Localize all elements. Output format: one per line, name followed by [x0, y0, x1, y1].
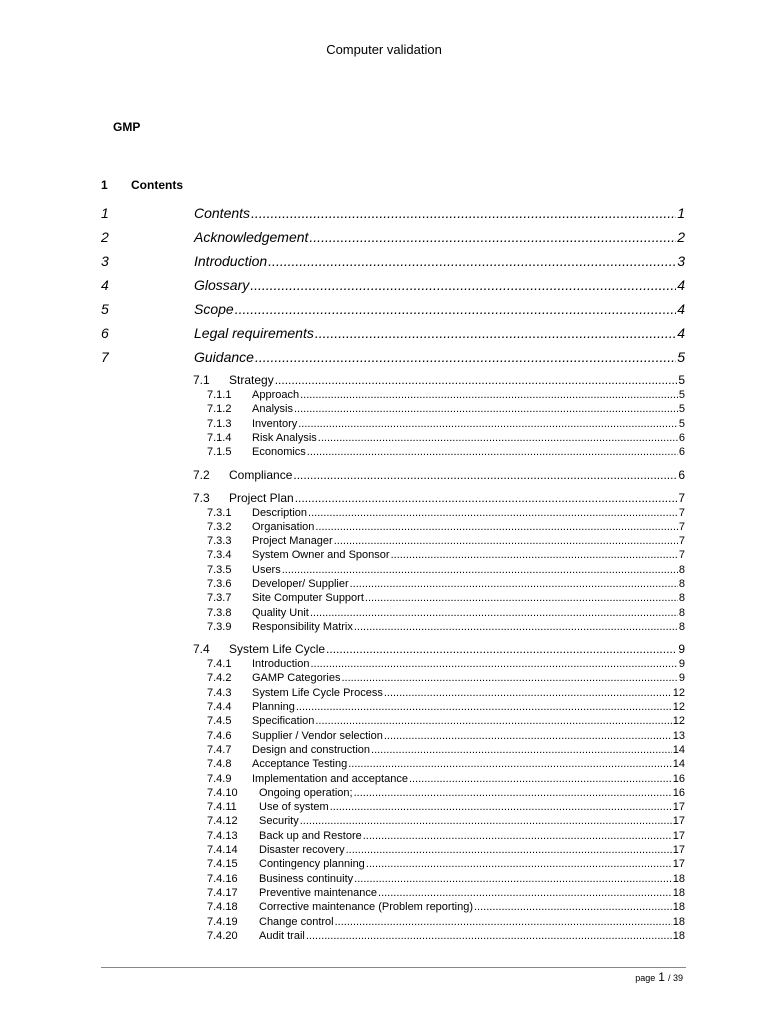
toc-entry-page: 18	[672, 901, 685, 913]
toc-entry[interactable]	[207, 521, 685, 535]
toc-entry-page: 12	[672, 687, 685, 699]
toc-entry-title[interactable]: Users	[252, 564, 281, 576]
toc-entry-page: 6	[678, 432, 685, 444]
toc-entry[interactable]	[193, 642, 685, 658]
toc-dot-leader	[282, 564, 678, 576]
toc-entry-title[interactable]: Business continuity	[259, 873, 354, 885]
toc-entry-title[interactable]: Specification	[252, 715, 315, 727]
toc-entry-title[interactable]: Ongoing operation;	[259, 787, 353, 799]
toc-entry-number: 2	[101, 229, 109, 245]
toc-entry[interactable]	[193, 491, 685, 507]
toc-entry-number: 5	[101, 301, 109, 317]
toc-entry[interactable]	[207, 901, 685, 915]
toc-entry[interactable]	[207, 507, 685, 521]
toc-entry[interactable]	[207, 801, 685, 815]
toc-entry-page: 17	[672, 844, 685, 856]
toc-entry-number: 7.4.19	[207, 916, 238, 928]
toc-entry[interactable]	[207, 815, 685, 829]
page-footer	[635, 970, 683, 984]
toc-entry-page: 17	[672, 858, 685, 870]
toc-entry-title[interactable]: Legal requirements	[194, 325, 314, 341]
toc-entry-title[interactable]: Preventive maintenance	[259, 887, 378, 899]
toc-entry-title[interactable]: Acknowledgement	[194, 229, 309, 245]
toc-entry-number: 7.3.1	[207, 507, 232, 519]
toc-entry[interactable]	[207, 389, 685, 403]
toc-entry-page: 17	[672, 815, 685, 827]
toc-dot-leader	[275, 373, 678, 387]
toc-entry-page: 7	[678, 549, 685, 561]
toc-entry[interactable]	[207, 844, 685, 858]
toc-entry-number: 7.4.10	[207, 787, 238, 799]
toc-dot-leader	[310, 607, 678, 619]
toc-entry-number: 7.1.3	[207, 418, 232, 430]
toc-entry-title[interactable]: Planning	[252, 701, 295, 713]
toc-entry-number: 7.1.4	[207, 432, 232, 444]
toc-entry-title[interactable]: Back up and Restore	[259, 830, 362, 842]
toc-entry-page: 14	[672, 744, 685, 756]
toc-entry-title[interactable]: Disaster recovery	[259, 844, 345, 856]
toc-entry-number: 7.4.16	[207, 873, 238, 885]
toc-dot-leader	[384, 687, 672, 699]
toc-entry-number: 7.4.11	[207, 801, 237, 813]
toc-entry-number: 7.1	[193, 373, 210, 387]
toc-entry[interactable]	[101, 253, 685, 273]
toc-entry-page: 7	[678, 521, 685, 533]
toc-entry-title[interactable]: Implementation and acceptance	[252, 773, 408, 785]
toc-dot-leader	[391, 549, 678, 561]
document-header-title: Computer validation	[326, 42, 442, 57]
toc-entry-title[interactable]: Security	[259, 815, 299, 827]
toc-entry[interactable]	[207, 701, 685, 715]
toc-entry-title[interactable]: Description	[252, 507, 308, 519]
toc-entry[interactable]	[193, 468, 685, 484]
toc-entry-page: 14	[672, 758, 685, 770]
toc-dot-leader	[250, 277, 676, 293]
toc-entry[interactable]	[207, 873, 685, 887]
toc-entry-page: 4	[677, 301, 685, 317]
toc-entry-page: 6	[678, 446, 685, 458]
toc-entry[interactable]	[207, 535, 685, 549]
toc-entry-page: 17	[672, 830, 685, 842]
toc-entry-page: 4	[677, 277, 685, 293]
toc-entry[interactable]	[207, 687, 685, 701]
toc-entry-page: 18	[672, 873, 685, 885]
toc-dot-leader	[315, 715, 671, 727]
toc-entry-number: 7.3.4	[207, 549, 232, 561]
toc-entry-page: 12	[672, 701, 685, 713]
toc-entry-number: 7.3.3	[207, 535, 232, 547]
toc-dot-leader	[318, 432, 678, 444]
toc-dot-leader	[371, 744, 672, 756]
toc-entry-number: 7.4.13	[207, 830, 238, 842]
toc-entry-number: 7.4.17	[207, 887, 238, 899]
toc-entry-page: 12	[672, 715, 685, 727]
toc-entry-page: 1	[677, 205, 685, 221]
toc-entry-title[interactable]: Contents	[194, 205, 251, 221]
toc-entry-page: 7	[678, 491, 685, 505]
toc-entry-title[interactable]: Organisation	[252, 521, 315, 533]
page-number: 1	[658, 970, 665, 984]
toc-entry[interactable]	[207, 744, 685, 758]
toc-entry-page: 5	[678, 373, 685, 387]
toc-entry-title[interactable]: Contingency planning	[259, 858, 365, 870]
toc-dot-leader	[348, 758, 672, 770]
toc-entry[interactable]	[207, 730, 685, 744]
toc-entry-page: 9	[678, 642, 685, 656]
toc-entry-number: 7.1.2	[207, 403, 232, 415]
toc-entry-number: 7.4.8	[207, 758, 232, 770]
toc-entry-number: 7.4	[193, 642, 210, 656]
contents-heading	[101, 178, 183, 192]
toc-entry[interactable]	[207, 658, 685, 672]
toc-entry-title[interactable]: Analysis	[252, 403, 293, 415]
toc-dot-leader	[346, 844, 672, 856]
toc-entry-page: 6	[678, 468, 685, 482]
toc-entry[interactable]	[207, 578, 685, 592]
toc-entry[interactable]	[207, 621, 685, 635]
toc-entry[interactable]	[101, 229, 685, 249]
toc-entry-page: 8	[678, 621, 685, 633]
toc-entry[interactable]	[207, 549, 685, 563]
toc-dot-leader	[341, 672, 677, 684]
toc-dot-leader	[326, 642, 677, 656]
toc-entry-number: 7.4.2	[207, 672, 232, 684]
toc-dot-leader	[310, 658, 677, 670]
toc-entry-page: 4	[677, 325, 685, 341]
toc-entry-number: 7.4.1	[207, 658, 232, 670]
toc-entry[interactable]	[207, 887, 685, 901]
toc-dot-leader	[378, 887, 672, 899]
toc-dot-leader	[235, 301, 677, 317]
toc-entry-page: 9	[678, 658, 685, 670]
toc-entry-page: 16	[672, 773, 685, 785]
toc-entry-number: 7.2	[193, 468, 210, 482]
toc-entry[interactable]	[207, 432, 685, 446]
toc-dot-leader	[293, 468, 677, 482]
toc-entry-title[interactable]: Use of system	[259, 801, 329, 813]
toc-entry-page: 16	[672, 787, 685, 799]
toc-entry-number: 7.4.20	[207, 930, 238, 942]
page-total: / 39	[667, 973, 683, 983]
contents-heading-title: Contents	[131, 178, 183, 192]
toc-entry-title[interactable]: Supplier / Vendor selection	[252, 730, 383, 742]
toc-dot-leader	[309, 229, 676, 245]
toc-dot-leader	[365, 592, 678, 604]
contents-heading-number: 1	[101, 178, 108, 192]
toc-dot-leader	[384, 730, 672, 742]
toc-dot-leader	[334, 535, 678, 547]
toc-entry-title[interactable]: Design and construction	[252, 744, 371, 756]
toc-entry-number: 7.3.8	[207, 607, 232, 619]
toc-entry-title[interactable]: Acceptance Testing	[252, 758, 348, 770]
toc-entry[interactable]	[207, 930, 685, 944]
toc-entry[interactable]	[207, 916, 685, 930]
toc-entry[interactable]	[193, 373, 685, 389]
toc-entry-title[interactable]: Responsibility Matrix	[252, 621, 353, 633]
toc-dot-leader	[300, 389, 678, 401]
toc-dot-leader	[251, 205, 676, 221]
toc-entry-page: 18	[672, 930, 685, 942]
page-label: page	[635, 973, 656, 983]
toc-entry-number: 7.4.15	[207, 858, 238, 870]
toc-entry-title[interactable]: Introduction	[252, 658, 310, 670]
toc-entry[interactable]	[101, 301, 685, 321]
toc-entry-title[interactable]: Developer/ Supplier	[252, 578, 349, 590]
section-label: GMP	[113, 120, 141, 134]
footer-divider	[101, 967, 686, 968]
toc-entry-title[interactable]: Introduction	[194, 253, 268, 269]
toc-entry-title[interactable]: Change control	[259, 916, 334, 928]
toc-entry-title[interactable]: Economics	[252, 446, 306, 458]
toc-entry[interactable]	[101, 349, 685, 369]
toc-entry-number: 1	[101, 205, 109, 221]
toc-dot-leader	[255, 349, 676, 365]
toc-entry-number: 7.1.1	[207, 389, 232, 401]
toc-entry-title[interactable]: Corrective maintenance (Problem reporting)	[259, 901, 473, 913]
toc-entry-page: 18	[672, 887, 685, 899]
toc-dot-leader	[354, 621, 678, 633]
toc-entry[interactable]	[207, 418, 685, 432]
toc-entry-page: 13	[672, 730, 685, 742]
toc-dot-leader	[409, 773, 672, 785]
toc-entry-page: 5	[678, 418, 685, 430]
toc-dot-leader	[315, 325, 676, 341]
toc-entry-title[interactable]: Glossary	[194, 277, 250, 293]
toc-entry-number: 7.4.4	[207, 701, 232, 713]
toc-entry[interactable]	[101, 277, 685, 297]
toc-entry-page: 9	[678, 672, 685, 684]
toc-entry-number: 7.4.12	[207, 815, 238, 827]
toc-dot-leader	[307, 446, 678, 458]
toc-entry[interactable]	[101, 325, 685, 345]
toc-entry-number: 3	[101, 253, 109, 269]
toc-entry-number: 7.3.7	[207, 592, 232, 604]
toc-entry-number: 7.3.6	[207, 578, 232, 590]
toc-entry-page: 5	[678, 403, 685, 415]
toc-entry-title[interactable]: Strategy	[229, 373, 274, 387]
toc-entry-title[interactable]: Project Manager	[252, 535, 333, 547]
toc-entry-number: 7.4.18	[207, 901, 238, 913]
toc-entry-number: 6	[101, 325, 109, 341]
toc-entry-page: 3	[677, 253, 685, 269]
toc-dot-leader	[366, 858, 672, 870]
toc-entry-title[interactable]: Quality Unit	[252, 607, 309, 619]
toc-dot-leader	[295, 491, 678, 505]
toc-dot-leader	[306, 930, 672, 942]
toc-entry[interactable]	[207, 715, 685, 729]
toc-entry-page: 5	[677, 349, 685, 365]
toc-entry-page: 7	[678, 535, 685, 547]
toc-entry-page: 8	[678, 607, 685, 619]
toc-entry-title[interactable]: Project Plan	[229, 491, 294, 505]
toc-dot-leader	[363, 830, 672, 842]
toc-entry-title[interactable]: System Owner and Sponsor	[252, 549, 390, 561]
toc-dot-leader	[294, 403, 678, 415]
toc-entry-page: 17	[672, 801, 685, 813]
toc-entry[interactable]	[207, 787, 685, 801]
toc-entry-title[interactable]: Risk Analysis	[252, 432, 317, 444]
toc-entry-page: 8	[678, 592, 685, 604]
toc-entry[interactable]	[207, 607, 685, 621]
toc-dot-leader	[330, 801, 672, 813]
toc-entry[interactable]	[207, 403, 685, 417]
toc-entry[interactable]	[207, 773, 685, 787]
toc-dot-leader	[315, 521, 678, 533]
toc-entry-number: 7.3	[193, 491, 210, 505]
toc-entry-title[interactable]: System Life Cycle Process	[252, 687, 383, 699]
toc-entry-page: 8	[678, 564, 685, 576]
toc-entry-page: 5	[678, 389, 685, 401]
toc-dot-leader	[335, 916, 672, 928]
toc-entry-title[interactable]: Inventory	[252, 418, 298, 430]
toc-entry-page: 8	[678, 578, 685, 590]
toc-entry-number: 7.3.5	[207, 564, 232, 576]
toc-entry[interactable]	[207, 858, 685, 872]
toc-entry-title[interactable]: GAMP Categories	[252, 672, 341, 684]
toc-entry-title[interactable]: Audit trail	[259, 930, 305, 942]
toc-entry[interactable]	[207, 758, 685, 772]
toc-entry-number: 7.4.3	[207, 687, 232, 699]
toc-entry-title[interactable]: Approach	[252, 389, 300, 401]
toc-entry-page: 2	[677, 229, 685, 245]
toc-dot-leader	[308, 507, 678, 519]
toc-entry-number: 7.4.7	[207, 744, 232, 756]
toc-entry-title[interactable]: Guidance	[194, 349, 254, 365]
toc-entry-number: 4	[101, 277, 109, 293]
toc-dot-leader	[268, 253, 676, 269]
toc-entry-number: 7.4.9	[207, 773, 232, 785]
toc-entry-number: 7.3.9	[207, 621, 232, 633]
toc-entry-page: 7	[678, 507, 685, 519]
toc-entry-number: 7.1.5	[207, 446, 232, 458]
toc-entry-number: 7.4.6	[207, 730, 232, 742]
toc-entry[interactable]	[207, 830, 685, 844]
toc-dot-leader	[474, 901, 672, 913]
toc-entry[interactable]	[101, 205, 685, 225]
toc-entry-title[interactable]: Site Computer Support	[252, 592, 364, 604]
toc-entry-title[interactable]: Compliance	[229, 468, 293, 482]
toc-dot-leader	[354, 787, 672, 799]
toc-dot-leader	[296, 701, 672, 713]
toc-entry-number: 7	[101, 349, 109, 365]
toc-entry[interactable]	[207, 446, 685, 460]
toc-entry-title[interactable]: System Life Cycle	[229, 642, 326, 656]
toc-dot-leader	[350, 578, 678, 590]
toc-dot-leader	[298, 418, 678, 430]
toc-dot-leader	[354, 873, 672, 885]
toc-entry[interactable]	[207, 672, 685, 686]
toc-entry-title[interactable]: Scope	[194, 301, 234, 317]
toc-entry-page: 18	[672, 916, 685, 928]
toc-entry-number: 7.4.14	[207, 844, 238, 856]
toc-entry-number: 7.3.2	[207, 521, 232, 533]
toc-dot-leader	[300, 815, 672, 827]
toc-entry-number: 7.4.5	[207, 715, 232, 727]
toc-entry[interactable]	[207, 592, 685, 606]
toc-entry[interactable]	[207, 564, 685, 578]
